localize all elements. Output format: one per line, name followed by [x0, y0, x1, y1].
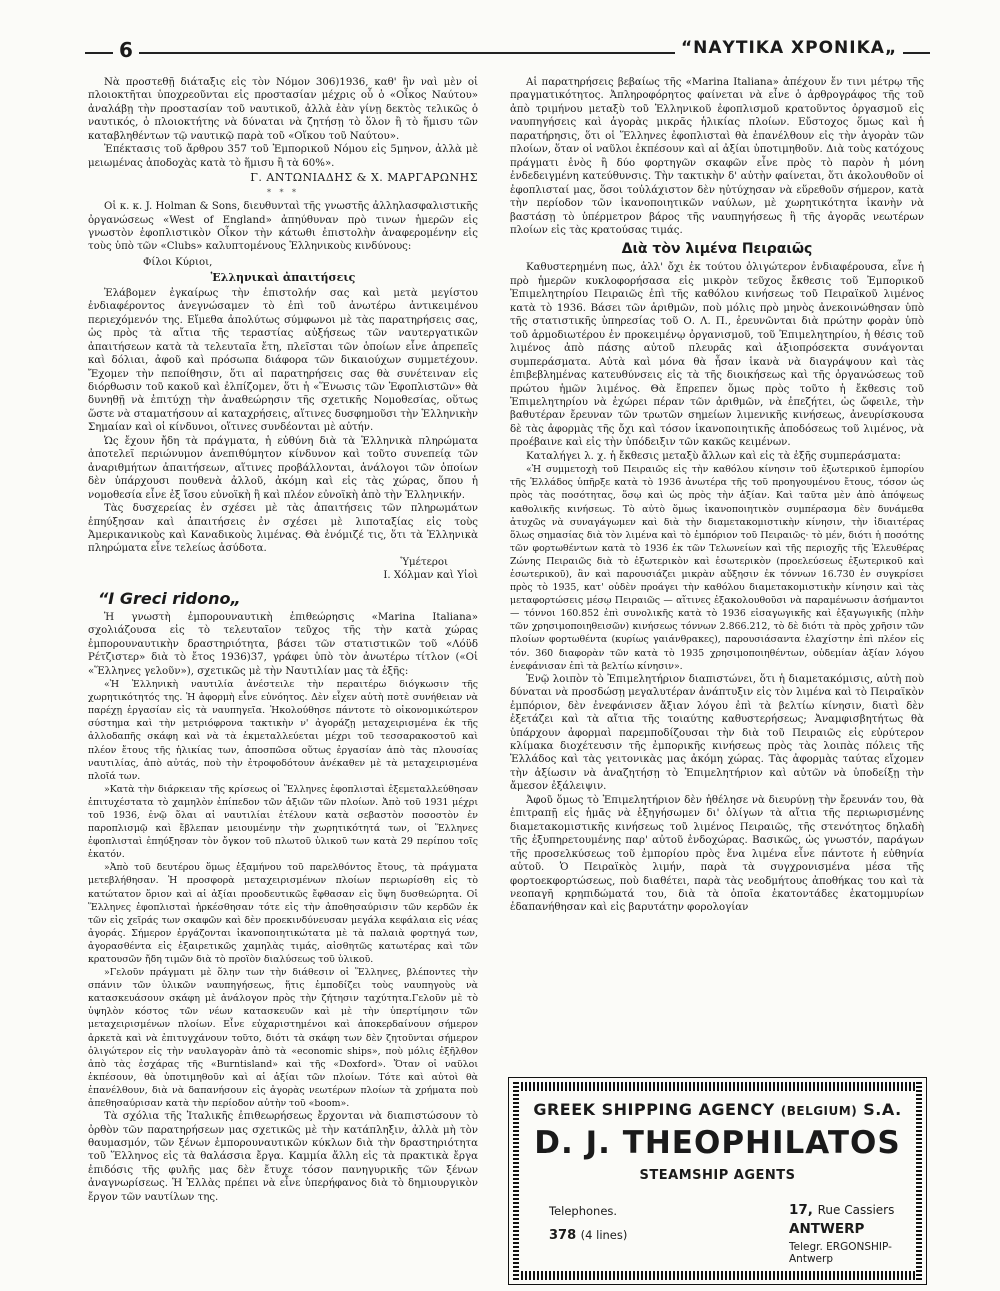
letter-greeting: Φίλοι Κύριοι,: [143, 256, 213, 268]
letter-paragraph-2: Ὡς ἔχουν ἤδη τὰ πράγματα, ἡ εὐθύνη διὰ τὰ Ἑλληνικὰ πληρώματα ἀποτελεῖ περιώνυμον ἀνεπιθύμητον κίνδυνον καὶ τοῦτο συνεπείᾳ τῶν ἀναριθμήτων ἀπαιτήσεων, αἵτινες προβάλλονται, ἀνάλογοι τῶν ὁποίων δὲν ὑπάρχουσι πουθενὰ ἀλλοῦ, ἀκόμη καὶ εἰς τὰς χώρας, ὅπου ἡ νομοθεσία εἶνε ἐξ ἴσου εὐνοϊκὴ ἢ καὶ πλέον εὐνοϊκὴ ἀπὸ τὴν Ἑλληνικήν.: [88, 435, 478, 501]
ad-phone-lines: (4 lines): [580, 1228, 628, 1242]
ad-agent-name: D. J. THEOPHILATOS: [534, 1125, 901, 1161]
piraeus-paragraph-2: Καταλήγει λ. χ. ἡ ἔκθεσις μεταξὺ ἄλλων καὶ εἰς τὰ ἑξῆς συμπεράσματα:: [526, 450, 901, 462]
advertisement: [508, 1077, 927, 1285]
header-rule-left: [85, 52, 675, 54]
final-paragraph: Τὰ σχόλια τῆς Ἰταλικῆς ἐπιθεωρήσεως ἔρχονται νὰ διαπιστώσουν τὸ ὀρθὸν τῶν παρατηρήσεων μας σχετικῶς μὲ τὴν κατάπληξιν, ἀλλὰ μὴ τὸν θαυμασμόν, τῶν ξένων ἐμπορουναυτικῶν κύκλων διὰ τὴν δραστηριότητα τοῦ Ἕλληνος εἰς τὰ θαλάσσια ἔργα. Καμμία ἄλλη εἰς τὰ πρακτικὰ ἔργα ἐπιδόσις τῆς φυλῆς μας δὲν ἔτυχε τόσον πανηγυρικῆς τῶν ξένων ἀναγνωρίσεως. Ἡ Ἑλλὰς πρέπει νὰ εἶνε ὑπερήφανος διὰ τὸ δημιουργικὸν ἔργον τῶν ναυτίλων της.: [88, 1111, 478, 1203]
intro-paragraph-2: Ἐπέκτασις τοῦ ἄρθρου 357 τοῦ Ἐμπορικοῦ Νόμου εἰς 5μηνον, ἀλλὰ μὲ μειωμένας ἀποδοχὰς κατὰ τὸ ἥμισυ ἢ τὰ 60%».: [88, 144, 478, 169]
publication-title: “ΝΑΥΤΙΚΑ ΧΡΟΝΙΚΑ„: [675, 38, 903, 58]
right-column: [510, 76, 924, 915]
letter-signature: Ι. Χόλμαν καὶ Υἱοὶ: [383, 570, 478, 582]
greci-intro: Ἡ γνωστὴ ἐμπορουναυτικὴ ἐπιθεώρησις «Marina Italiana» σχολιάζουσα εἰς τὸ τελευταῖον τεῦχος τῆς τὴν κατὰ χώρας ἐμπορουναυτικὴν δραστηριότητα, βάσει τῶν στατιστικῶν τοῦ «Λόϋδ Ρέτζιστερ» διὰ τὸ ἔτος 1936)37, γράφει ὑπὸ τὸν ἀνωτέρω τίτλον («Οἱ «Ἕλληνες γελοῦν»), σχετικῶς μὲ τὴν Ναυτιλίαν μας τὰ ἑξῆς:: [88, 611, 478, 677]
piraeus-quote: «Ἡ συμμετοχὴ τοῦ Πειραιῶς εἰς τὴν καθόλου κίνησιν τοῦ ἐξωτερικοῦ ἐμπορίου τῆς Ἑλλάδος ὑπῆρξε κατὰ τὸ 1936 ἀνωτέρα τῆς τοῦ προηγουμένου ἔτους, τόσον ὡς πρὸς τὰς ποσότητας, ὅσῳ καὶ ὡς πρὸς τὴν ἀξίαν. Καὶ ταῦτα μὲν ἀπὸ ἀπόψεως καθολικῆς κινήσεως. Τὸ αὐτὸ ὅμως ἱκανοποιητικὸν συμπέρασμα δὲν δυνάμεθα ἀτυχῶς νὰ συναγάγωμεν καὶ διὰ τὴν διαμετακομιστικὴν κίνησιν, τὴν ἰδιαιτέρας ὅλως σημασίας διὰ τὸν λιμένα καὶ τὸ ἐμπόριον τοῦ Πειραιῶς· τὸ μέν, διότι ἡ ποσότης τῶν φορτωθέντων κατὰ τὸ 1936 ἐκ τῶν Τελωνείων καὶ τῆς περιοχῆς τῆς Ἐλευθέρας Ζώνης Πειραιῶς διὰ τὸ ἐξωτερικὸν καὶ ἐσωτερικὸν (προελεύσεως ἐξωτερικοῦ καὶ ἐσωτερικοῦ), ἂν καὶ παρουσιάζει μικρὰν αὔξησιν ἐκ τόννων 16.730 ἐν συγκρίσει πρὸς τὸ 1935, κατ' οὐδὲν προάγει τὴν καθόλου διαμετακομιστικὴν κίνησιν καὶ τὰς μεταφορτώσεις μέσῳ Πειραιῶς — αἵτινες ἐξακολουθοῦσι νὰ παραμένωσιν ἀσήμαντοι — τόννοι 160.852 ἐπὶ συνολικῆς κατὰ τὸ 1936 εἰσαγωγικῆς καὶ ἐξαγωγικῆς (πλὴν τῶν χρησιμοποιηθεισῶν) κινήσεως τόννων 2.866.212, τὸ δὲ διότι τὰ πρὸς χρῆσιν τῶν πλοίων φορτωθέντα (κυρίως γαιάνθρακες), παρουσιάσαντα ἐλαχίστην ἐπὶ πλέον εἰς τόν. 360 διαφορὰν τῶν κατὰ τὸ 1935 χρησιμοποιηθέντων, οὐδεμίαν ἀξίαν λόγου ἐνεφάνισαν ἐπὶ τὰ βελτίω κίνησιν».: [510, 464, 924, 672]
left-column: [88, 76, 478, 1204]
quote-paragraph-3: »Ἀπὸ τοῦ δευτέρου ὅμως ἑξαμήνου τοῦ παρελθόντος ἔτους, τὰ πράγματα μετεβλήθησαν. Ἡ προσφορὰ μεταχειρισμένων πλοίων περιωρίσθη εἰς τὸ κατώτατον ὅριον καὶ αἱ ἀξίαι προοδευτικῶς ἔφθασαν εἰς ὕψη δυσθεώρητα. Οἱ Ἕλληνες ἐφοπλισταὶ ἠρκέσθησαν τότε εἰς τὴν ἀποθησαύρισιν τῶν κερδῶν ἐκ τῶν εἰς χεῖράς των σκαφῶν καὶ δὲν προεκινδύνευσαν μεγάλα κεφάλαια εἰς νέας ἀγοράς. Σήμερον ἐργάζονται ἱκανοποιητικώτατα μὲ τὰ παλαιὰ φορτηγά των, ἀγορασθέντα εἰς ἐξαιρετικῶς χαμηλὰς τιμάς, αἰσθητῶς κατωτέρας καὶ τῶν κρατουσῶν ἤδη τιμῶν διὰ τὸ προϊὸν διαλύσεως τοῦ ὑλικοῦ.: [88, 862, 478, 965]
intro-paragraph-1: Νὰ προστεθῇ διάταξις εἰς τὸν Νόμον 306)1936, καθ' ἣν ναὶ μὲν οἱ πλοιοκτῆται ὑποχρεοῦνται εἰς προστασίαν μέχρις οὗ ὁ «Οἶκος Ναύτου» ἀναλάβῃ τὴν προστασίαν τοῦ ναυτικοῦ, ἀλλὰ ἐὰν γίνῃ δεκτὸς τελικῶς ὁ ναυτικός, ὁ πλοιοκτήτης νὰ δύναται νὰ ζητήσῃ τὸ ὅλον ἢ τὸ ἥμισυ τῶν καταβληθέντων τῷ ναυτικῷ παρὰ τοῦ «Οἴκου τοῦ Ναύτου».: [88, 77, 478, 142]
right-top-paragraph: Αἱ παρατηρήσεις βεβαίως τῆς «Marina Italiana» ἀπέχουν ἔν τινι μέτρῳ τῆς πραγματικότητος. Ἀπληροφόρητος φαίνεται νὰ εἶνε ὁ ἀρθρογράφος τῆς τοῦ ἀπὸ τριμήνου μεταξὺ τοῦ Ἑλληνικοῦ ἐφοπλισμοῦ κρατοῦντος ὀργασμοῦ εἰς ναυπηγήσεις καὶ ἀγορὰς μικρᾶς ἡλικίας πλοίων. Εὔστοχος ὅμως καὶ ἡ παρατήρησις, ὅτι οἱ Ἕλληνες ἐφοπλισταὶ θὰ ἐπανέλθουν εἰς τὴν ἀγορὰν τῶν πλοίων, ὅταν οἱ ναῦλοι ἐκπέσουν καὶ αἱ ἀξίαι ὑποτιμηθοῦν. Διὰ τοὺς κατόχους πράγματι ἑνὸς ἢ δύο φορτηγῶν σκαφῶν εἶνε πρὸς τὸ παρὸν ἡ μόνη ἐνδεδειγμένη κατεύθυνσις. Τὴν τακτικὴν δ' αὐτὴν φαίνεται, ὅτι ἀκολουθοῦν οἱ ἐφοπλισταί μας, ὅσοι τοὐλάχιστον δὲν ηὐτύχησαν νὰ εὕρεθοῦν σήμερον, κατὰ τὴν περίοδον τῶν ἱκανοποιητικῶν ναύλων, μὲ χωρητικότητα ἱκανὴν νὰ βαστάσῃ τὸ ὑπέρμετρον βάρος τῆς ναυπηγήσεως ἢ τῆς ἀγορᾶς νεωτέρων πλοίων εἰς τὰς κρατούσας τιμάς.: [510, 77, 924, 236]
ad-address-number: 17,: [789, 1202, 813, 1218]
quote-paragraph-2: »Κατὰ τὴν διάρκειαν τῆς κρίσεως οἱ Ἕλληνες ἐφοπλισταὶ ἐξεμεταλλεύθησαν ἐπιτυχέστατα τὸ χαμηλὸν ἐπίπεδον τῶν ἀξιῶν τῶν πλοίων. Ἀπὸ τοῦ 1931 μέχρι τοῦ 1936, ἐνῷ ὅλαι αἱ ναυτιλίαι ἐτέλουν κατὰ σεβαστὸν ποσοστὸν ἐν παροπλισμῷ καὶ ἔβλεπαν μειουμένην τὴν χωρητικότητά των, οἱ Ἕλληνες ἐφοπλισταὶ ἐπηύξησαν τὸν ὄγκον τοῦ πλωτοῦ ὑλικοῦ των κατὰ 29 περίπου τοῖς ἑκατόν.: [88, 783, 478, 861]
ad-company-name: GREEK SHIPPING AGENCY: [533, 1100, 775, 1119]
piraeus-heading: Διὰ τὸν λιμένα Πειραιῶς: [621, 241, 813, 258]
ad-address-street: Rue Cassiers: [817, 1203, 895, 1217]
piraeus-paragraph-4: Ἀφοῦ ὅμως τὸ Ἐπιμελητήριον δὲν ἠθέλησε νὰ διευρύνῃ τὴν ἔρευνάν του, θὰ ἐπιτραπῇ εἰς ἡμᾶς νὰ ἐξηγήσωμεν δι' ὀλίγων τὰ αἴτια τῆς περιωρισμένης διαμετακομιστικῆς κινήσεως τοῦ λιμένος Πειραιῶς, τῆς στενότητος δηλαδὴ τῆς ἐξυπηρετουμένης παρ' αὐτοῦ ἐνδοχώρας. Βασικῶς, ὡς γνωστόν, παράγων τῆς προσελκύσεως τοῦ ἐμπορίου πρὸς ἕνα λιμένα εἶνε πάντοτε ἡ εὐθηνία αὐτοῦ. Ὁ Πειραϊκὸς λιμήν, παρὰ τὰ συγχρονισμένα μέσα τῆς φορτοεκφορτώσεως, ποὺ διαθέτει, παρὰ τὰς νεοδμήτους ἀποθήκας του καὶ τὰ νεοπαγῆ κρηπιδώματά του, διὰ τὰ ὁποῖα ἑκατοντάδες ἑκατομμυρίων ἐδαπανήθησαν καὶ εἰς βαρυτάτην φορολογίαν: [510, 794, 924, 914]
piraeus-paragraph-3: Ἐνῷ λοιπὸν τὸ Ἐπιμελητήριον διαπιστώνει, ὅτι ἡ διαμετακόμισις, αὐτὴ ποὺ δύναται νὰ προσδώσῃ μεγαλυτέραν ἀνάπτυξιν εἰς τὸν λιμένα καὶ τὸ Πειραϊκὸν ἐμπόριον, δὲν ἐνεφάνισεν ἄξιαν λόγου ἐπὶ τὰ βελτίω κίνησιν, διατὶ δὲν ἐξετάζει καὶ τὰ αἴτια τῆς τοιαύτης καθυστερήσεως; Ἀναμφισβητήτως θὰ ὑπάρχουν ἀφορμαὶ παρεμποδίζουσαι τὴν διὰ τοῦ Πειραιῶς εἰς εὐρύτερον κλίμακα διοχέτευσιν τῆς ἐμπορικῆς κινήσεως πρὸς τὰς λοιπὰς πόλεις τῆς Ἑλλάδος καὶ τὰς γειτονικὰς μας ἀκόμη χώρας. Τὰς ἀφορμὰς ταύτας εἴχομεν τὴν ἀξίωσιν νὰ ἀναζητήσῃ τὸ Ἐπιμελητήριον καὶ αὐτῶν νὰ ὑποδείξῃ τὴν ἄμεσον ἐξάλειψιν.: [510, 673, 924, 793]
ad-address: [789, 1202, 894, 1218]
page-header: [85, 38, 930, 68]
quote-paragraph-1: «Ἡ Ἑλληνικὴ ναυτιλία ἀνέστειλε τὴν περαιτέρω διόγκωσιν τῆς χωρητικότητός της. Ἡ ἀφορμὴ εἶνε εὐνόητος. Δὲν εἶχεν αὐτὴ ποτὲ συνήθειαν νὰ παρέχῃ ἐργασίαν εἰς τὰ ναυπηγεῖα. Ἠκολούθησε πάντοτε τὸ οἰκονομικώτερον σύστημα καὶ τὴν μετριόφρονα τακτικὴν ν' ἀγοράζῃ μεταχειρισμένα ἐκ τῆς ἀλλοδαπῆς σκάφη καὶ νὰ τὰ ἐκμεταλλεύεται μέχρι τοῦ τεσσαρακοστοῦ καὶ πλέον ἔτους τῆς ἡλικίας των, ἀποσπῶσα οὕτως ἐργασίαν ἀπὸ τὰς πλουσίας ναυτιλίας, ἀπὸ αὐτάς, ποὺ τὴν ἐτροφοδότουν ἀνέκαθεν μὲ τὰ μεταχειρισμένα πλοῖά των.: [88, 679, 478, 782]
quote-paragraph-4: »Γελοῦν πράγματι μὲ ὅλην των τὴν διάθεσιν οἱ Ἕλληνες, βλέποντες τὴν σπάνιν τῶν ὑλικῶν ναυπηγήσεως, ἥτις ἐμποδίζει τοὺς ναυπηγοὺς νὰ κατασκευάσουν σκάφη μὲ ἀνάλογον πρὸς τὴν ζήτησιν ταχύτητα.Γελοῦν μὲ τὸ ὑψηλὸν κόστος τῶν νέων κατασκευῶν καὶ μὲ τὴν ὑπερτίμησιν τῶν μεταχειρισμένων πλοίων. Εἶνε εὐχαριστημένοι καὶ ἀποκερδαίνουν σήμερον ἀρκετὰ καὶ νὰ ἐπιτυγχάνουν τοῦτο, διότι τὰ σκάφη των δὲν ζητοῦνται σήμερον ὀλιγώτερον εἰς τὴν ναυλαγορὰν ἀπὸ τὰ «economic ships», ποὺ μόλις ἐξῆλθον ἀπὸ τὰς ἐσχάρας τῆς «Burntisland» καὶ τῆς «Doxford». Ὅταν οἱ ναῦλοι ἐκπέσουν, θὰ ὑποτιμηθοῦν καὶ αἱ ἀξίαι τῶν πλοίων. Τότε καὶ αὐτοὶ θὰ ἐπανέλθουν, διὰ νὰ δαπανήσουν εἰς ἀγορὰς νεωτέρων πλοίων τὰ χρήματα ποὺ ἀπεθησαύρισαν κατὰ τὴν περίοδον αὐτὴν τοῦ «boom».: [88, 967, 478, 1110]
ad-company-suffix: S.A.: [863, 1100, 902, 1119]
letter-closing: Ὑμέτεροι: [400, 556, 448, 568]
ad-telephone-label: Telephones.: [549, 1204, 618, 1218]
letter-subheading: Ἑλληνικαὶ ἀπαιτήσεις: [210, 271, 356, 285]
holman-intro: Οἱ κ. κ. J. Holman & Sons, διευθυνταὶ τῆς γνωστῆς ἀλληλασφαλιστικῆς ὀργανώσεως «West of England» ἀπηύθυναν πρὸ τινων ἡμερῶν εἰς γνωστὸν ἐφοπλιστικὸν Οἶκον τὴν κάτωθι ἐπιστολὴν ἀναφερομένην εἰς τοὺς ὑπὸ τῶν «Clubs» καλυπτομένους Ἑλληνικοὺς κινδύνους:: [88, 201, 478, 253]
letter-paragraph-1: Ἐλάβομεν ἐγκαίρως τὴν ἐπιστολήν σας καὶ μετὰ μεγίστου ἐνδιαφέροντος ἀνεγνώσαμεν τὸ ἐπὶ τοῦ ἀνωτέρω ἀντικειμένου περιεχόμενόν της. Εἴμεθα ἀπολύτως σύμφωνοι μὲ τὰς παρατηρήσεις σας, ὡς πρὸς τὰ αἴτια τῆς τεραστίας αὐξήσεως τῶν ναυτεργατικῶν ἀπαιτήσεων κατὰ τὰ τελευταῖα ἔτη, πλεῖσται τῶν ὁποίων εἶνε ἀπρεπεῖς καὶ δόλιαι, ἀφοῦ καὶ πρόσωπα διάφορα τῶν δικαιούχων συμμετέχουν. Ἔχομεν τὴν πεποίθησιν, ὅτι αἱ παρατηρήσεις σας θὰ συνέτειναν εἰς διόρθωσιν τοῦ κακοῦ καὶ ἐλπίζομεν, ὅτι ἡ «Ἕνωσις τῶν Ἐφοπλιστῶν» θὰ δυνηθῇ νὰ ἐπιτύχῃ τὴν ἀναθεώρησιν τῆς σχετικῆς Νομοθεσίας, οὕτως ὥστε νὰ σταματήσουν αἱ καταχρήσεις, αἵτινες δυσφημοῦσι τὴν Ἑλληνικὴν Σημαίαν καὶ οἱ κίνδυνοι, οἵτινες συνδέονται μὲ αὐτήν.: [88, 287, 478, 434]
ad-agent-role: STEAMSHIP AGENTS: [639, 1168, 796, 1183]
intro-signature: Γ. ΑΝΤΩΝΙΑΔΗΣ & Χ. ΜΑΡΓΑΡΩΝΗΣ: [250, 171, 478, 185]
ad-border-bottom: [513, 1271, 922, 1280]
page-number: 6: [113, 38, 139, 62]
ad-city: ANTWERP: [789, 1221, 865, 1237]
greci-ridono-heading: “I Greci ridono„: [98, 588, 241, 608]
ad-telephone-number: [549, 1228, 627, 1243]
ad-phone-digits: 378: [549, 1228, 577, 1243]
letter-paragraph-3: Τὰς δυσχερείας ἐν σχέσει μὲ τὰς ἀπαιτήσεις τῶν πληρωμάτων ἐπηύξησαν καὶ ἀπαιτήσεις ἐν σχέσει μὲ λιποταξίας εἰς τοὺς Ἀμερικανικοὺς καὶ Καναδικοὺς λιμένας. Θὰ ἐνόμιζέ τις, ὅτι τὰ Ἑλληνικὰ πληρώματα εἶνε τελείως ἀσύδοτα.: [88, 503, 478, 555]
piraeus-paragraph-1: Καθυστερημένη πως, ἀλλ' ὄχι ἐκ τούτου ὀλιγώτερον ἐνδιαφέρουσα, εἶνε ἡ πρὸ ἡμερῶν κυκλοφορήσασα εἰς μικρὸν τεῦχος ἔκθεσις τοῦ Ἐμπορικοῦ Ἐπιμελητηρίου Πειραιῶς ἐπὶ τῆς καθόλου κινήσεως τοῦ Πειραϊκοῦ λιμένος κατὰ τὸ 1936. Βάσει τῶν ἀριθμῶν, ποὺ μόλις πρὸ μηνὸς ἀνεκοινώθησαν ὑπὸ τῆς στατιστικῆς ὑπηρεσίας τοῦ Ο. Λ. Π., ἐρευνῶνται διὰ πρώτην φορὰν ὑπὸ τοῦ ἁρμοδιωτέρου ἐν προκειμένῳ ὀργανισμοῦ, τοῦ Ἐπιμελητηρίου, ἡ θέσις τοῦ λιμένος ἀπὸ πάσης αὐτοῦ πλευρᾶς καὶ ἀξιοπρόσεκτα συνάγονται συμπεράσματα. Αὐτὰ καὶ μόνα θὰ ἦσαν ἱκανὰ νὰ διαγράψουν καὶ τὰς ἐπιβεβλημένας κατευθύνσεις εἰς τὰ τῆς διοικήσεως καὶ τῆς ὀργανώσεως τοῦ πρώτου ἡμῶν λιμένος. Θὰ ἔπρεπεν ὅμως πρὸς τοῦτο ἡ ἔκθεσις τοῦ Ἐπιμελητηρίου νὰ ἐχώρει πέραν τῶν ἀριθμῶν, νὰ ἐπεζήτει, ὡς ὤφειλε, τὴν βαθυτέραν ἔρευναν τῶν τρωτῶν σημείων λιμενικῆς κινήσεως, ἀνευρίσκουσα δὲ τὰς ἀφορμὰς τῆς ὄχι καὶ τόσον ἱκανοποιητικῆς ἀποδόσεως τοῦ λιμένος, νὰ προέβαινε καὶ εἰς τὴν ὑπόδειξιν τῶν κακῶς κειμένων.: [510, 262, 924, 449]
ad-company-country: (BELGIUM): [780, 1104, 858, 1118]
ad-border-top: [513, 1082, 922, 1091]
section-separator: * * *: [266, 187, 300, 197]
ad-telegraph: Telegr. ERGONSHIP-Antwerp: [789, 1241, 892, 1265]
ad-company: [509, 1100, 926, 1119]
